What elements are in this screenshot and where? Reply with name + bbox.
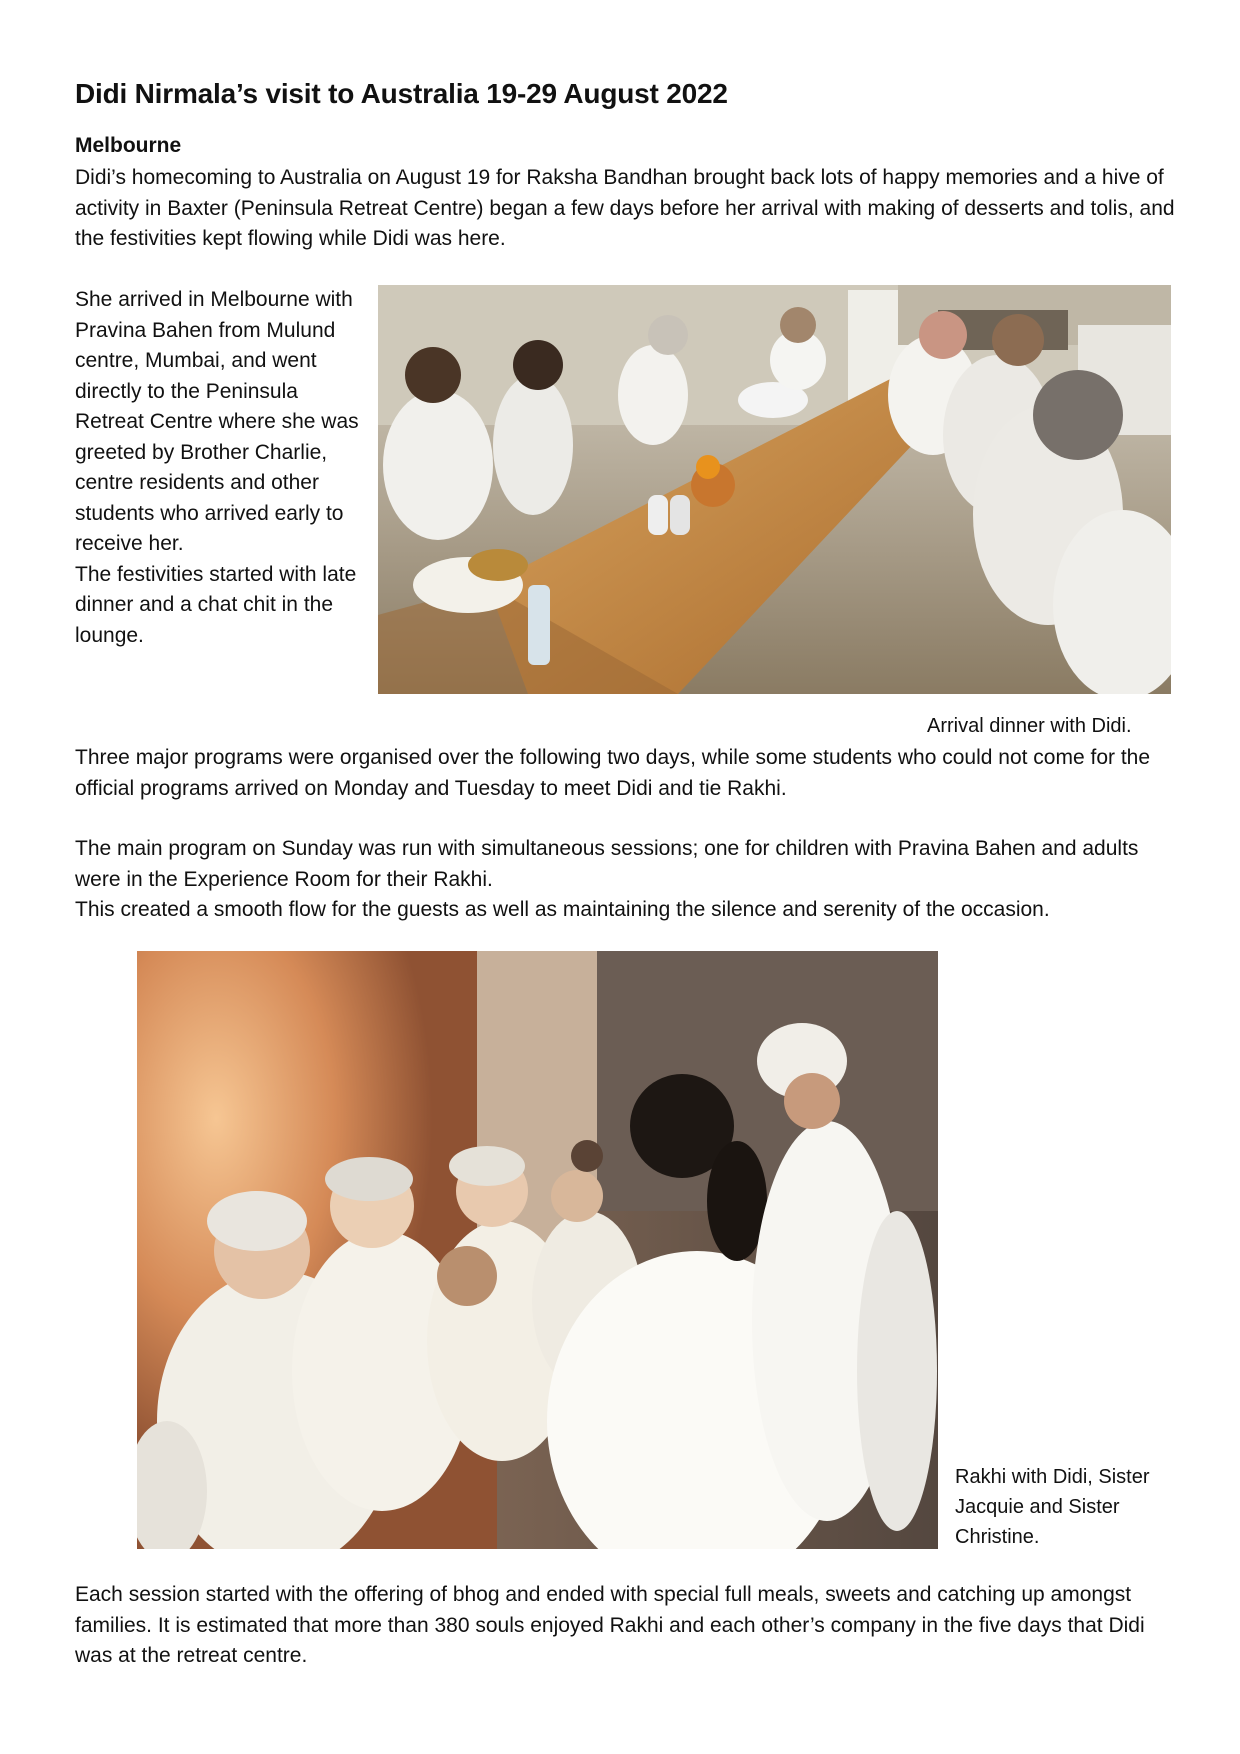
section-heading: Melbourne	[75, 134, 182, 157]
intro-paragraph: Didi’s homecoming to Australia on August 19 for Raksha Bandhan brought back lots of happy memories and a hive of activity in Baxter (Peninsula Retreat Centre) began a few days before her arrival with making of desserts and tolis, and the festivities kept flowing while Didi was here.	[75, 166, 1175, 250]
main-program-paragraph: The main program on Sunday was run with simultaneous sessions; one for children with Pravina Bahen and adults were in the Experience Room for their Rakhi.	[75, 837, 1139, 891]
main-program-block	[75, 834, 1175, 926]
programs-paragraph: Three major programs were organised over the following two days, while some students who could not come for the official programs arrived on Monday and Tuesday to meet Didi and tie Rakhi.	[75, 746, 1151, 800]
arrival-paragraph: She arrived in Melbourne with Pravina Bahen from Mulund centre, Mumbai, and went directly to the Peninsula Retreat Centre where she was greeted by Brother Charlie, centre residents and other students who arrived early to receive her.	[75, 288, 359, 555]
document-title: Didi Nirmala’s visit to Australia 19-29 August 2022	[75, 78, 728, 109]
closing-paragraph: Each session started with the offering of bhog and ended with special full meals, sweets and catching up amongst families. It is estimated that more than 380 souls enjoyed Rakhi and each other’s company in the five days that Didi was at the retreat centre.	[75, 1583, 1145, 1667]
smooth-flow-paragraph: This created a smooth flow for the guests as well as maintaining the silence and serenity of the occasion.	[75, 898, 1050, 921]
festivities-paragraph: The festivities started with late dinner and a chat chit in the lounge.	[75, 562, 357, 647]
arrival-photo-caption: Arrival dinner with Didi.	[927, 715, 1132, 737]
arrival-dinner-photo	[378, 285, 1171, 694]
rakhi-photo-caption: Rakhi with Didi, Sister Jacquie and Sister Christine.	[955, 1466, 1150, 1548]
arrival-text-column	[75, 285, 365, 651]
rakhi-photo	[137, 951, 938, 1549]
